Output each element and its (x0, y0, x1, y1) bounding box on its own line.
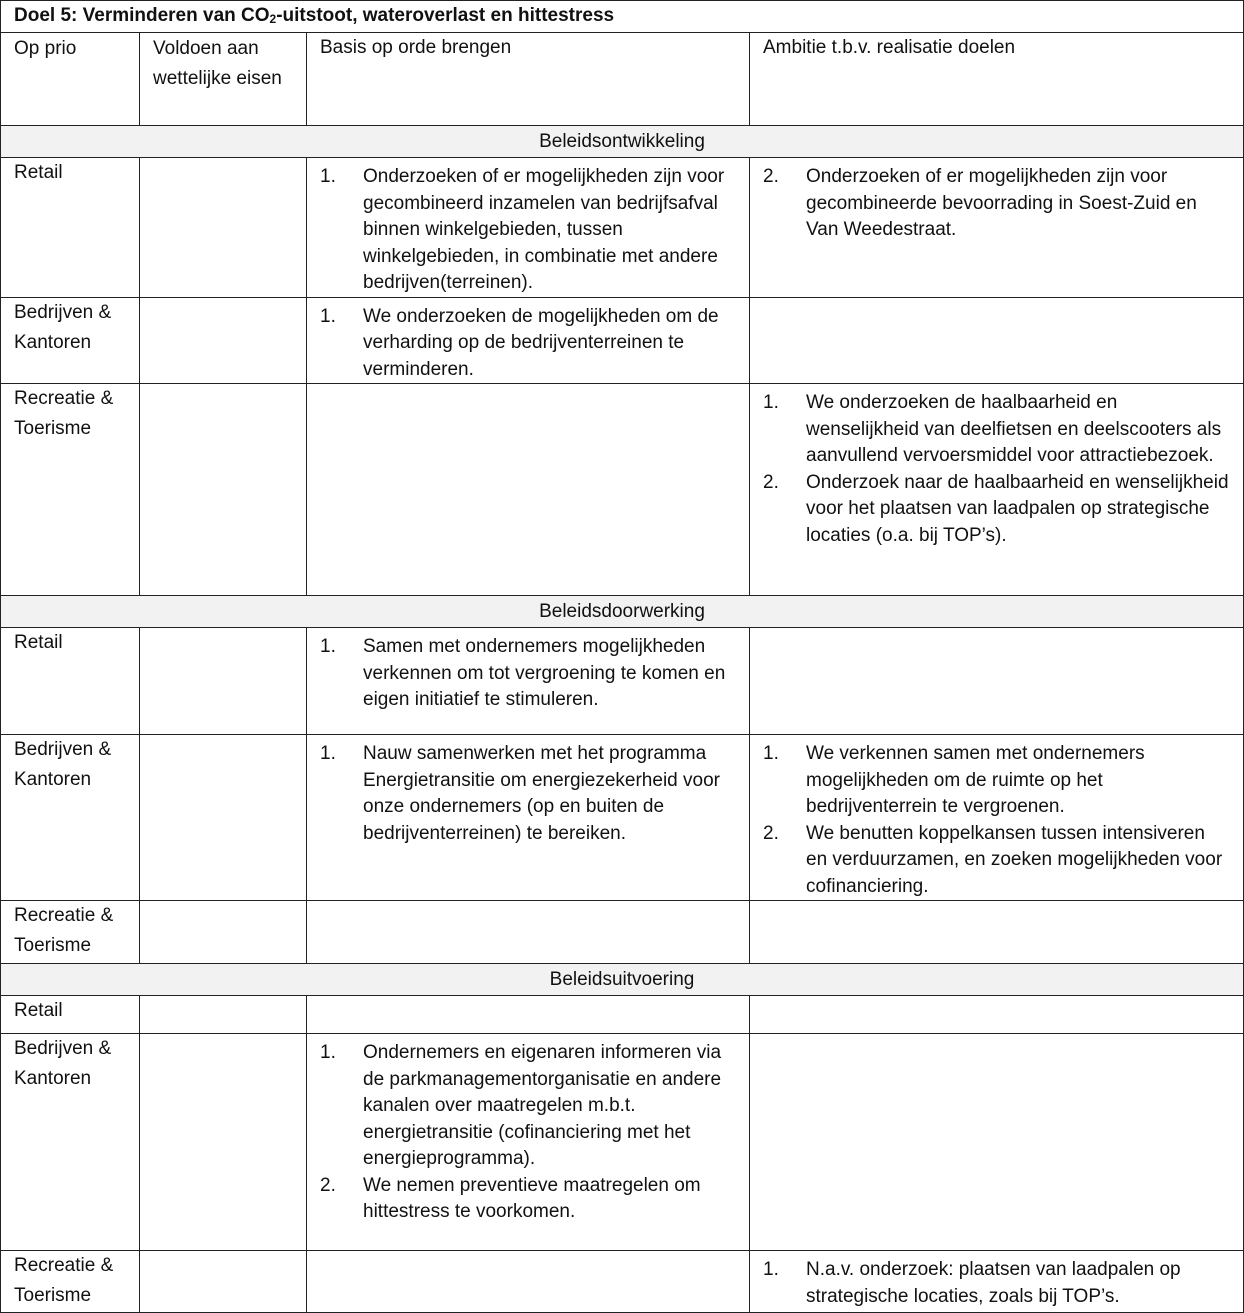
row-label: Bedrijven & Kantoren (1, 735, 140, 901)
header-wettelijke-eisen: Voldoen aan wettelijke eisen (140, 33, 307, 126)
numbered-list (320, 164, 737, 297)
list-item-text: We benutten koppelkansen tussen intensiveren en verduurzamen, en zoeken mogelijkheden voor cofinanciering. (806, 822, 1223, 897)
list-item-text: We nemen preventieve maatregelen om hittestress te voorkomen. (363, 1174, 701, 1222)
cell-wettelijke-eisen (140, 384, 307, 596)
list-item (320, 634, 737, 714)
cell-wettelijke-eisen (140, 297, 307, 384)
cell-ambitie (750, 1251, 1244, 1313)
header-op-prio: Op prio (1, 33, 140, 126)
list-item (763, 164, 1231, 244)
numbered-list (320, 1040, 737, 1226)
list-item-text: N.a.v. onderzoek: plaatsen van laadpalen op strategische locaties, zoals bij TOP’s. (806, 1259, 1181, 1307)
numbered-list (763, 741, 1231, 900)
list-item-number: 1. (320, 1042, 336, 1063)
section-row (1, 964, 1244, 996)
cell-wettelijke-eisen (140, 735, 307, 901)
list-item (320, 741, 737, 847)
cell-ambitie (750, 735, 1244, 901)
cell-ambitie (750, 996, 1244, 1034)
row-label: Recreatie & Toerisme (1, 1251, 140, 1313)
list-item-text: We onderzoeken de mogelijkheden om de verharding op de bedrijventerreinen te verminderen. (363, 305, 719, 380)
numbered-list (320, 634, 737, 714)
list-item-number: 2. (763, 822, 779, 844)
cell-basis-op-orde (307, 996, 750, 1034)
cell-wettelijke-eisen (140, 628, 307, 735)
numbered-list (763, 164, 1231, 244)
list-item-text: Onderzoeken of er mogelijkheden zijn voor gecombineerd inzamelen van bedrijfsafval binnen winkelgebieden, tussen winkelgebieden, in combinatie met andere bedrijven(terreinen). (363, 166, 725, 293)
list-item-text: Nauw samenwerken met het programma Energietransitie om energiezekerheid voor onze ondernemers (op en buiten de bedrijventerreinen) te bereiken. (363, 743, 720, 844)
table-row (1, 1251, 1244, 1313)
row-label: Retail (1, 628, 140, 735)
numbered-list (763, 390, 1231, 549)
header-basis-op-orde: Basis op orde brengen (307, 33, 750, 126)
list-item (763, 1257, 1231, 1310)
table-row (1, 297, 1244, 384)
title-suffix: -uitstoot, wateroverlast en hittestress (276, 5, 615, 26)
list-item (763, 741, 1231, 821)
list-item (763, 470, 1231, 550)
list-item-number: 1. (763, 1259, 779, 1280)
table-row (1, 996, 1244, 1034)
cell-wettelijke-eisen (140, 1034, 307, 1251)
list-item (320, 164, 737, 297)
cell-basis-op-orde (307, 297, 750, 384)
list-item-text: Onderzoeken of er mogelijkheden zijn voor gecombineerde bevoorrading in Soest-Zuid en Van Weedestraat. (806, 166, 1197, 240)
cell-ambitie (750, 628, 1244, 735)
cell-ambitie (750, 158, 1244, 298)
table-row (1, 384, 1244, 596)
list-item-text: We verkennen samen met ondernemers mogelijkheden om de ruimte op het bedrijventerrein te vergroenen. (806, 743, 1145, 817)
list-item (320, 1173, 737, 1226)
list-item-number: 2. (763, 166, 779, 187)
list-item (763, 821, 1231, 901)
cell-wettelijke-eisen (140, 158, 307, 298)
list-item (320, 304, 737, 384)
cell-basis-op-orde (307, 384, 750, 596)
section-row (1, 596, 1244, 628)
table-row (1, 735, 1244, 901)
list-item-number: 2. (763, 471, 779, 493)
list-item-text: We onderzoeken de haalbaarheid en wenselijkheid van deelfietsen en deelscooters als aanvullend vervoersmiddel voor attractiebezoek. (806, 392, 1222, 466)
table-row (1, 158, 1244, 298)
cell-basis-op-orde (307, 628, 750, 735)
numbered-list (320, 741, 737, 847)
cell-basis-op-orde (307, 901, 750, 964)
list-item (763, 390, 1231, 470)
numbered-list (320, 304, 737, 384)
cell-basis-op-orde (307, 1034, 750, 1251)
table-row (1, 901, 1244, 964)
cell-basis-op-orde (307, 735, 750, 901)
table-title (1, 1, 1244, 33)
list-item (320, 1040, 737, 1173)
section-heading: Beleidsontwikkeling (1, 126, 1244, 158)
title-prefix: Doel 5: Verminderen van CO (14, 5, 270, 26)
list-item-number: 1. (763, 392, 779, 413)
row-label: Recreatie & Toerisme (1, 901, 140, 964)
list-item-text: Samen met ondernemers mogelijkheden verkennen om tot vergroening te komen en eigen initiatief te stimuleren. (363, 636, 726, 710)
header-ambitie: Ambitie t.b.v. realisatie doelen (750, 33, 1244, 126)
list-item-number: 2. (320, 1174, 336, 1196)
title-subscript: 2 (269, 12, 277, 26)
numbered-list (763, 1257, 1231, 1310)
section-heading: Beleidsdoorwerking (1, 596, 1244, 628)
cell-basis-op-orde (307, 158, 750, 298)
row-label: Bedrijven & Kantoren (1, 297, 140, 384)
list-item-number: 1. (320, 743, 336, 764)
cell-ambitie (750, 297, 1244, 384)
section-row (1, 126, 1244, 158)
table-row (1, 628, 1244, 735)
list-item-number: 1. (320, 166, 336, 187)
row-label: Recreatie & Toerisme (1, 384, 140, 596)
row-label: Retail (1, 158, 140, 298)
cell-wettelijke-eisen (140, 996, 307, 1034)
list-item-number: 1. (320, 305, 336, 327)
cell-ambitie (750, 384, 1244, 596)
cell-wettelijke-eisen (140, 901, 307, 964)
row-label: Retail (1, 996, 140, 1034)
cell-wettelijke-eisen (140, 1251, 307, 1313)
cell-basis-op-orde (307, 1251, 750, 1313)
list-item-number: 1. (320, 636, 336, 657)
cell-ambitie (750, 1034, 1244, 1251)
section-heading: Beleidsuitvoering (1, 964, 1244, 996)
table-row (1, 1034, 1244, 1251)
row-label: Bedrijven & Kantoren (1, 1034, 140, 1251)
cell-ambitie (750, 901, 1244, 964)
list-item-text: Onderzoek naar de haalbaarheid en wenselijkheid voor het plaatsen van laadpalen op strategische locaties (o.a. bij TOP’s). (806, 471, 1229, 546)
list-item-text: Ondernemers en eigenaren informeren via de parkmanagementorganisatie en andere kanalen over maatregelen m.b.t. energietransitie (cofinanciering met het energieprogramma). (363, 1042, 722, 1169)
list-item-number: 1. (763, 743, 779, 764)
